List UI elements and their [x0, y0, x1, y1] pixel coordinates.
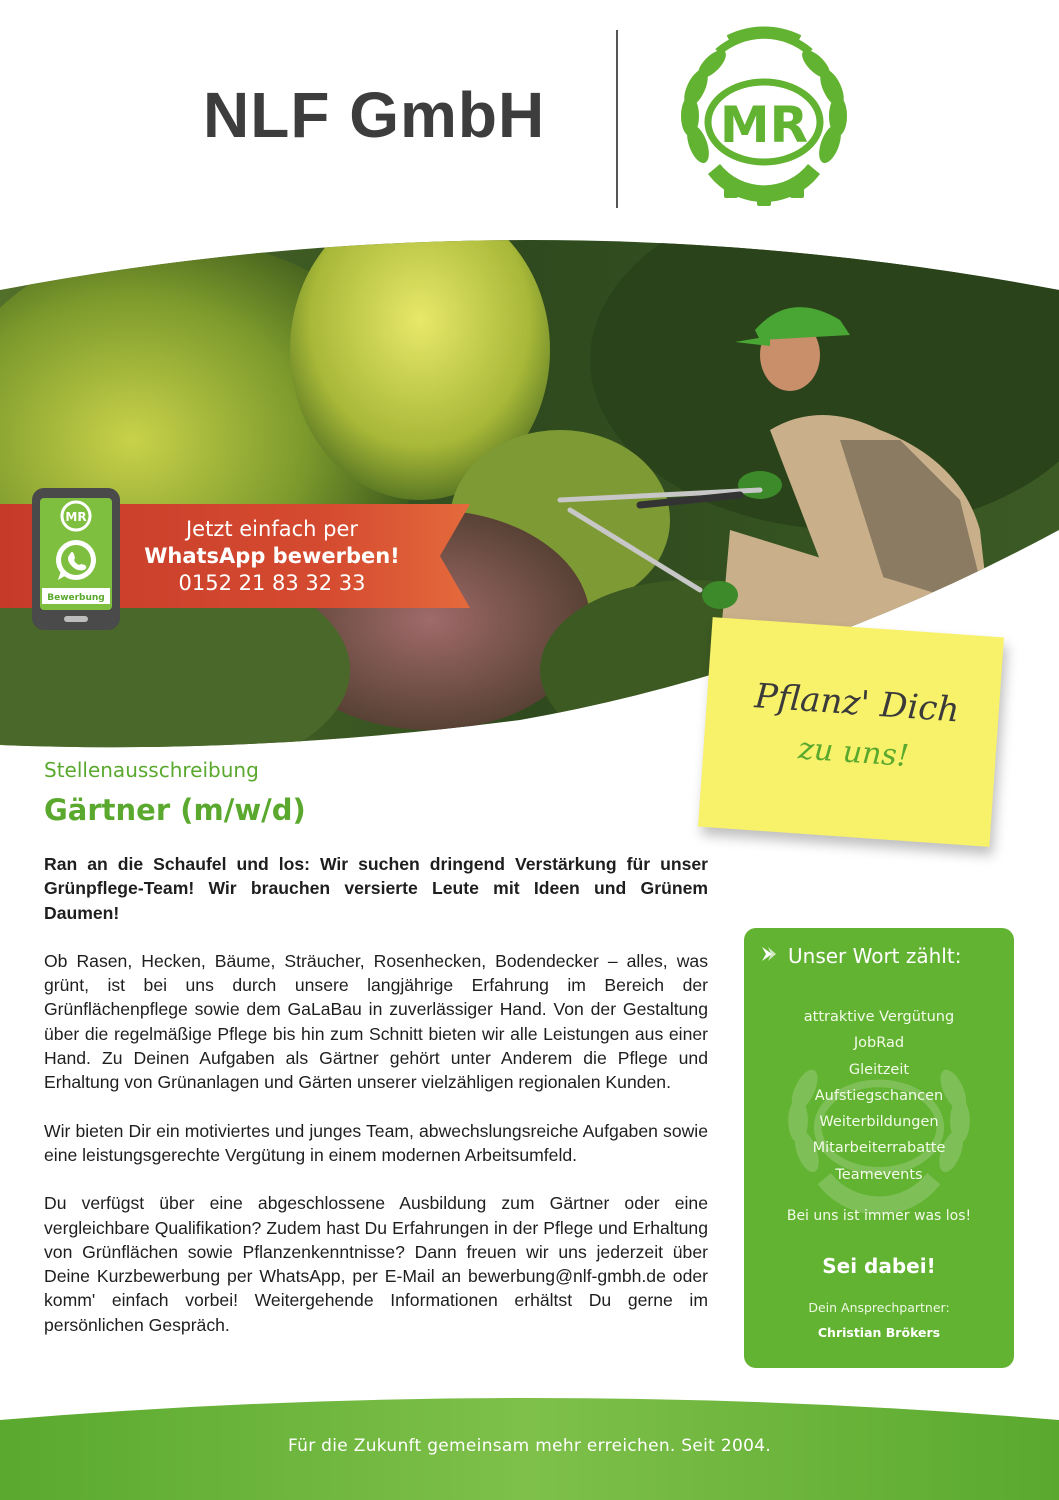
company-name: NLF GmbH — [203, 79, 546, 151]
job-subtitle: Stellenausschreibung — [44, 758, 259, 782]
benefits-cta: Sei dabei! — [822, 1254, 936, 1278]
whatsapp-icon — [56, 540, 96, 580]
mr-wreath-logo — [668, 24, 860, 216]
benefits-list — [744, 1004, 1014, 1188]
phone-label: Bewerbung — [47, 593, 105, 603]
benefit-item: Teamevents — [835, 1166, 923, 1183]
chevron-right-icon — [760, 945, 778, 963]
job-paragraph: Du verfügst über eine abgeschlossene Ausbildung zum Gärtner oder eine vergleichbare Qualifikation? Zudem hast Du Erfahrungen in der Pflege und Erhaltung von Grünflächen sowie Pflanzenkenntnisse? Dann freuen wir uns jederzeit über Deine Kurzbewerbung per WhatsApp, per E-Mail an bewerbung@nlf-gmbh.de oder komm' einfach vorbei! Weitergehende Informationen erhältst Du gerne im persönlichen Gespräch. — [44, 1193, 708, 1335]
benefit-item: attraktive Vergütung — [803, 1009, 955, 1025]
phone-logo-text: MR — [65, 510, 87, 524]
contact-label: Dein Ansprechpartner: — [808, 1300, 950, 1315]
benefit-item: Weiterbildungen — [819, 1114, 939, 1131]
contact-name: Christian Brökers — [817, 1325, 941, 1340]
benefit-item: JobRad — [853, 1035, 905, 1052]
whatsapp-phone[interactable]: 0152 21 83 32 33 — [178, 571, 366, 595]
phone-icon — [28, 484, 124, 634]
footer-slogan: Für die Zukunft gemeinsam mehr erreichen. Seit 2004. — [287, 1436, 772, 1456]
benefits-heading-text: Unser Wort zählt: — [788, 944, 962, 968]
header-divider — [616, 30, 618, 208]
job-paragraph: Wir bieten Dir ein motiviertes und junges Team, abwechslungsreiche Aufgaben sowie eine leistungsgerechte Vergütung in einem modernen Arbeitsumfeld. — [44, 1120, 708, 1165]
benefits-heading — [760, 944, 1010, 968]
sticky-note — [698, 617, 1004, 847]
whatsapp-line2: WhatsApp bewerben! — [144, 544, 400, 568]
job-paragraph: Ob Rasen, Hecken, Bäume, Sträucher, Rosenhecken, Bodendecker – alles, was grünt, ist bei uns durch unsere langjährige Erfahrung im Bereich der Grünflächenpflege sowie dem GaLaBau in zuverlässiger Hand. Von der Gestaltung über die regelmäßige Pflege bis hin zum Schnitt bieten wir alle Leistungen aus einer Hand. Zu Deinen Aufgaben als Gärtner gehört unter Anderem die Pflege und Erhaltung von Grünanlagen und Gärten unserer vielzähligen regionalen Kunden. — [44, 950, 708, 1093]
benefit-item: Mitarbeiterrabatte — [812, 1140, 946, 1157]
mr-logo-text: MR — [719, 96, 809, 154]
job-description — [44, 852, 708, 1361]
benefits-tagline: Bei uns ist immer was los! — [786, 1208, 972, 1224]
benefit-item: Aufstiegschancen — [814, 1087, 944, 1104]
note-line2: zu uns! — [797, 731, 911, 775]
whatsapp-banner-text — [122, 516, 422, 597]
benefits-box — [744, 928, 1014, 1368]
benefit-item: Gleitzeit — [848, 1061, 910, 1078]
job-intro: Ran an die Schaufel und los: Wir suchen dringend Verstärkung für unser Grünpflege-Team! Wir brauchen versierte Leute mit Ideen und Grünem Daumen! — [44, 854, 708, 923]
whatsapp-line1: Jetzt einfach per — [185, 517, 359, 541]
note-line1: Pflanz' Dich — [753, 676, 961, 731]
job-title: Gärtner (m/w/d) — [44, 793, 306, 827]
